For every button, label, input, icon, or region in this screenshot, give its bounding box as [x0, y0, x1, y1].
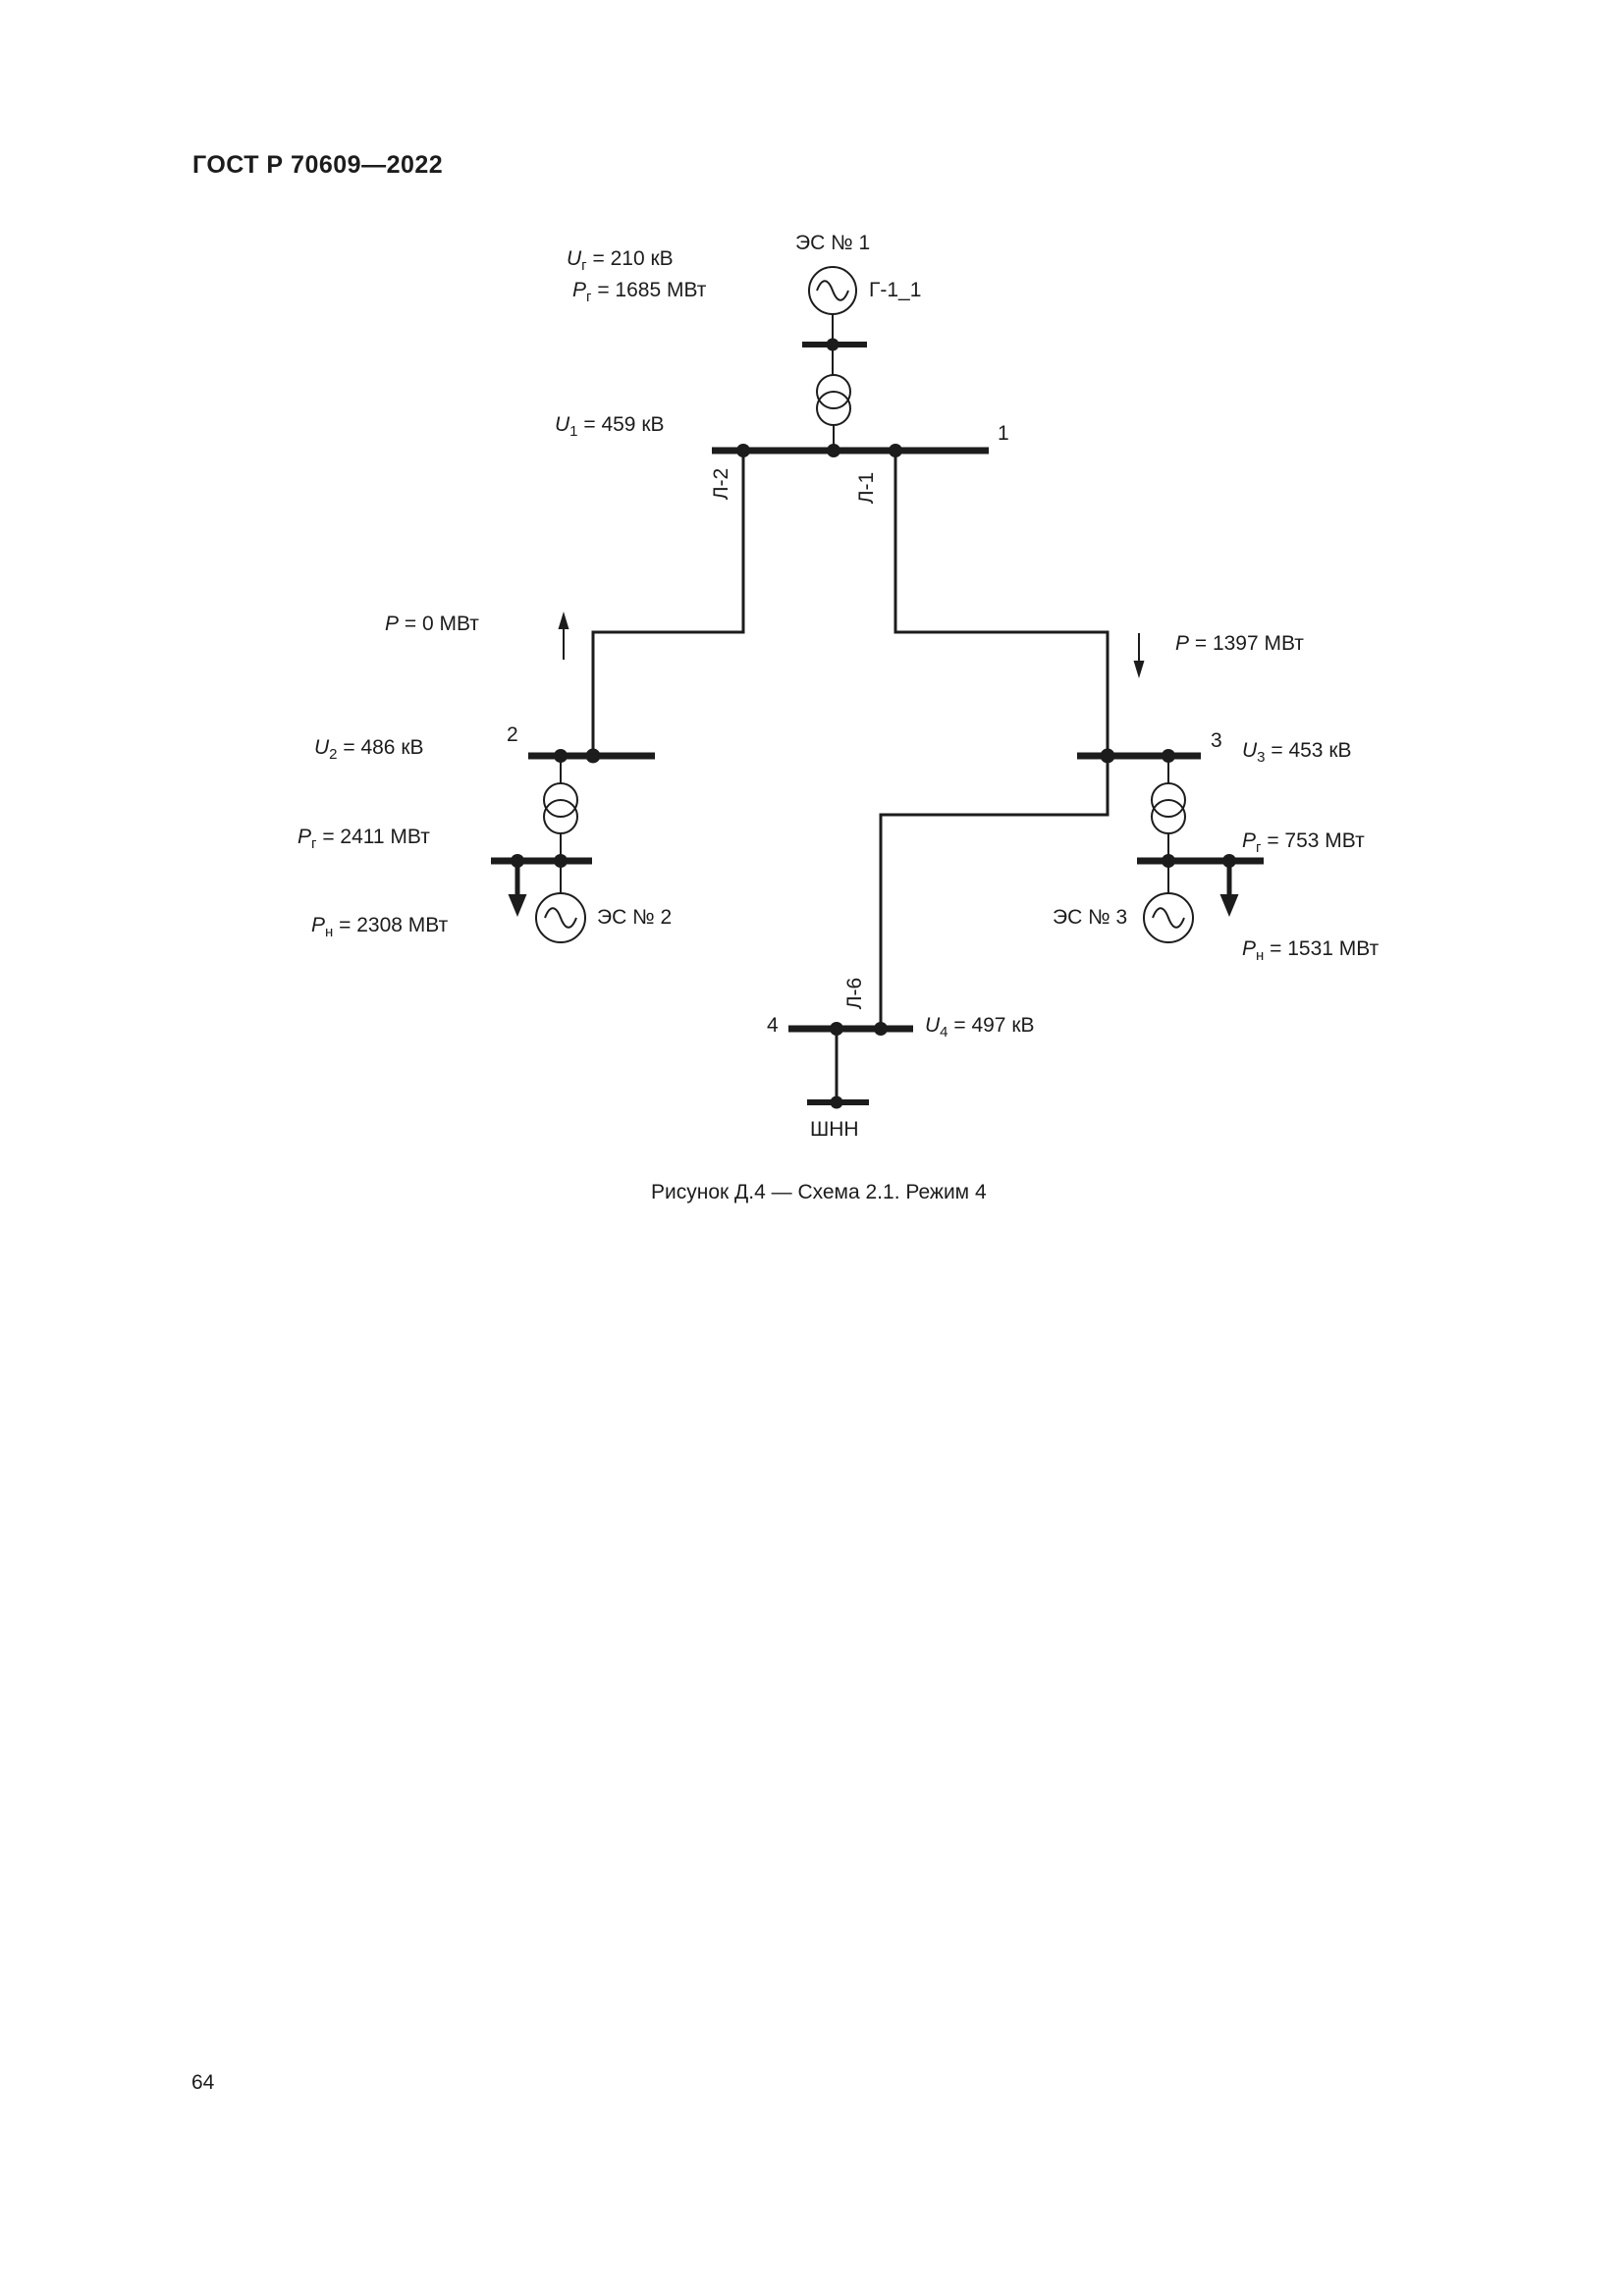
generator-1-sine-icon: [817, 281, 848, 300]
load-arrow-2-head: [509, 894, 527, 917]
junction-dot: [831, 1096, 843, 1109]
station2-p-load-label: $P_н = 2308$ МВт: [311, 914, 449, 941]
station2-name-label: ЭС № 2: [597, 906, 673, 929]
bus3-number-label: 3: [1211, 729, 1222, 752]
flow-l1-label: P = 1397 МВт: [1175, 632, 1304, 655]
bus2-number-label: 2: [507, 723, 518, 746]
station1-symbols: [802, 267, 867, 448]
station1-p-gen-label: $P_г = 1685$ МВт: [572, 279, 707, 306]
line-l6-label: Л-6: [843, 977, 866, 1010]
station3-p-gen-label: $P_г = 753$ МВт: [1242, 829, 1365, 857]
line-l1-label: Л-1: [855, 471, 878, 505]
station3-name-label: ЭС № 3: [1053, 906, 1128, 929]
station1-name-label: ЭС № 1: [795, 232, 871, 254]
page-number: 64: [191, 2071, 215, 2094]
junction-dot: [586, 749, 601, 764]
bus2-voltage-label: $U_2 = 486$ кВ: [314, 736, 424, 764]
line-l1-l6-path: [881, 451, 1108, 1029]
lv-bus-label: ШНН: [810, 1118, 859, 1141]
document-header: ГОСТ Р 70609—2022: [192, 151, 444, 179]
station1-u-gen-label: $U_г = 210$ кВ: [567, 247, 674, 275]
flow-arrow-down-head: [1134, 661, 1145, 678]
junction-dot: [827, 444, 840, 457]
line-l2-label: Л-2: [710, 467, 732, 501]
bus3-voltage-label: $U_3 = 453$ кВ: [1242, 739, 1352, 767]
flow-arrow-down-icon: [1134, 633, 1145, 678]
bus1-voltage-label: $U_1 = 459$ кВ: [555, 413, 665, 441]
bus4-voltage-label: $U_4 = 497$ кВ: [925, 1014, 1035, 1041]
bus1-symbols: [712, 444, 989, 457]
generator-3-sine-icon: [1153, 908, 1184, 928]
load-arrow-3-head: [1220, 894, 1239, 917]
junction-dot: [1101, 749, 1115, 764]
station3-p-load-label: $P_н = 1531$ МВт: [1242, 937, 1380, 965]
bus4-number-label: 4: [767, 1014, 779, 1037]
junction-dot: [874, 1022, 888, 1036]
generator-2-sine-icon: [545, 908, 576, 928]
flow-l2-label: P = 0 МВт: [385, 613, 479, 635]
flow-arrow-up-head: [559, 612, 569, 629]
station2-p-gen-label: $P_г = 2411$ МВт: [298, 826, 430, 853]
bus4-symbols: [788, 1022, 913, 1109]
generator1-id-label: Г-1_1: [869, 279, 922, 301]
figure-caption: Рисунок Д.4 — Схема 2.1. Режим 4: [651, 1181, 987, 1203]
flow-arrow-up-icon: [559, 612, 569, 660]
bus1-number-label: 1: [998, 422, 1009, 445]
